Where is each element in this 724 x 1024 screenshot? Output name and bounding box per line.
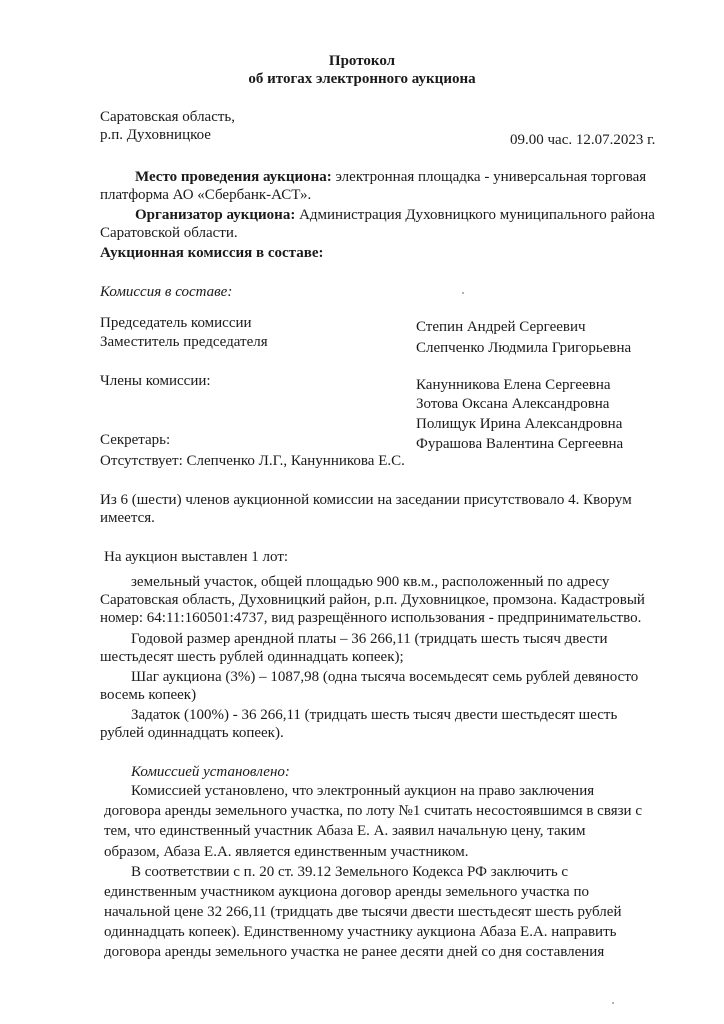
findings-text: образом, Абаза Е.А. является единственным участником. (104, 844, 469, 860)
deputy-name: Слепченко Людмила Григорьевна (416, 340, 632, 356)
step-text: Шаг аукциона (3%) – 1087,98 (одна тысяча восемьдесят семь рублей девяносто (131, 669, 639, 685)
rent-text: шестьдесят шесть рублей одиннадцать копеек); (100, 649, 404, 665)
absent-note: Отсутствует: Слепченко Л.Г., Канунникова Е.С. (100, 453, 405, 469)
lot-desc: Саратовская область, Духовницкий район, р.п. Духовницкое, промзона. Кадастровый (100, 592, 645, 608)
venue-text-cont: платформа АО «Сбербанк-АСТ». (100, 187, 312, 203)
rent-text: Годовой размер арендной платы – 36 266,11 (тридцать шесть тысяч двести (131, 631, 608, 647)
members-role: Члены комиссии: (100, 373, 211, 389)
quorum-text: Из 6 (шести) членов аукционной комиссии на заседании присутствовало 4. Кворум (100, 492, 632, 508)
chair-name: Степин Андрей Сергеевич (416, 319, 586, 335)
place-town: р.п. Духовницкое (100, 127, 211, 143)
organizer-line (135, 206, 655, 224)
document-subtitle: об итогах электронного аукциона (248, 71, 476, 87)
organizer-label: Организатор аукциона: (135, 207, 296, 223)
quorum-text-cont: имеется. (100, 510, 155, 526)
member-name: Зотова Оксана Александровна (416, 396, 610, 412)
organizer-text: Администрация Духовницкого муниципального района (295, 207, 655, 223)
findings-text: начальной цене 32 266,11 (тридцать две тысячи двести шестьдесят шесть рублей (104, 904, 622, 920)
document-title: Протокол (328, 53, 396, 69)
commission-heading: Аукционная комиссия в составе: (100, 245, 324, 261)
lot-desc: земельный участок, общей площадью 900 кв.м., расположенный по адресу (131, 574, 610, 590)
organizer-text-cont: Саратовской области. (100, 225, 238, 241)
findings-text: договора аренды земельного участка, по лоту №1 считать несостоявшимся в связи с (104, 803, 642, 819)
scan-speck (462, 292, 464, 294)
secretary-name: Фурашова Валентина Сергеевна (416, 436, 624, 452)
scan-speck (612, 1002, 614, 1004)
findings-text: единственным участником аукциона договор аренды земельного участка по (104, 884, 589, 900)
chair-role: Председатель комиссии (100, 315, 252, 331)
findings-text: Комиссией установлено, что электронный аукцион на право заключения (131, 783, 595, 799)
lot-heading: На аукцион выставлен 1 лот: (104, 549, 289, 565)
member-name: Канунникова Елена Сергеевна (416, 377, 611, 393)
findings-heading: Комиссией установлено: (131, 764, 290, 780)
commission-intro: Комиссия в составе: (100, 284, 233, 300)
findings-text: тем, что единственный участник Абаза Е. А. заявил начальную цену, таким (104, 823, 586, 839)
place-region: Саратовская область, (100, 109, 236, 125)
venue-text: электронная площадка - универсальная торговая (331, 169, 647, 185)
deposit-text: рублей одиннадцать копеек). (100, 725, 284, 741)
findings-text: В соответствии с п. 20 ст. 39.12 Земельного Кодекса РФ заключить с (131, 864, 569, 880)
venue-label: Место проведения аукциона: (135, 169, 332, 185)
secretary-role: Секретарь: (100, 432, 171, 448)
lot-desc: номер: 64:11:160501:4737, вид разрещённого использования - предпринимательство. (100, 610, 642, 626)
findings-text: договора аренды земельного участка не ранее десяти дней со дня составления (104, 944, 605, 960)
deposit-text: Задаток (100%) - 36 266,11 (тридцать шесть тысяч двести шестьдесят шесть (131, 707, 618, 723)
member-name: Полищук Ирина Александровна (416, 416, 623, 432)
findings-text: одиннадцать копеек). Единственному участнику аукциона Абаза Е.А. направить (104, 924, 617, 940)
deputy-role: Заместитель председателя (100, 334, 268, 350)
datetime: 09.00 час. 12.07.2023 г. (510, 132, 656, 148)
step-text: восемь копеек) (100, 687, 197, 703)
venue-line (135, 168, 646, 186)
